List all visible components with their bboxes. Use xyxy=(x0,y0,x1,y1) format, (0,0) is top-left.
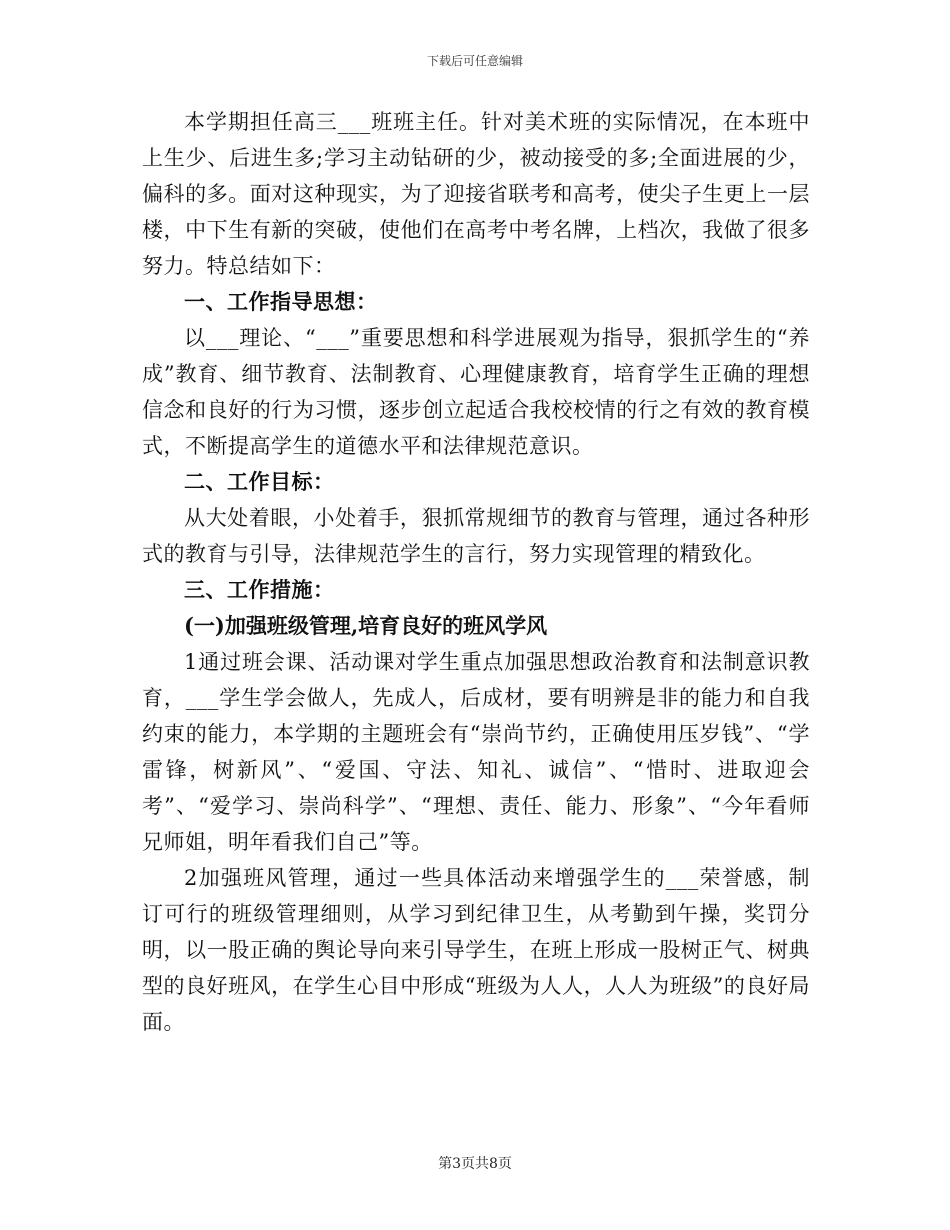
section-heading-guiding-ideology: 一、工作指导思想： xyxy=(184,289,378,314)
subsection-heading-class-management: (一)加强班级管理,培育良好的班风学风 xyxy=(184,613,548,638)
paragraph-intro: 本学期担任高三___班班主任。针对美术班的实际情况，在本班中上生少、后进生多;学习主动钻研的少，被动接受的多;全面进展的少，偏科的多。面对这种现实，为了迎接省联考和高考，使尖子生更上一层楼，中下生有新的突破，使他们在高考中考名牌，上档次，我做了很多努力。特总结如下： xyxy=(142,110,810,278)
page-header: 下载后可任意编辑 xyxy=(426,54,523,68)
document-body xyxy=(142,104,810,1040)
section-heading-work-measures: 三、工作措施： xyxy=(184,577,335,602)
paragraph-work-goals: 从大处着眼，小处着手，狠抓常规细节的教育与管理，通过各种形式的教育与引导，法律规范学生的言行，努力实现管理的精致化。 xyxy=(142,506,810,566)
paragraph-measure-2: 2加强班风管理，通过一些具体活动来增强学生的___荣誉感，制订可行的班级管理细则，从学习到纪律卫生，从考勤到午操，奖罚分明，以一股正确的舆论导向来引导学生，在班上形成一股树正气、树典型的良好班风，在学生心目中形成“班级为人人，人人为班级”的良好局面。 xyxy=(142,866,810,1034)
section-heading-work-goals: 二、工作目标： xyxy=(184,469,335,494)
paragraph-measure-1: 1通过班会课、活动课对学生重点加强思想政治教育和法制意识教育，___学生学会做人，先成人，后成材，要有明辨是非的能力和自我约束的能力，本学期的主题班会有“崇尚节约，正确使用压岁钱”、“学雷锋，树新风”、“爱国、守法、知礼、诚信”、“惜时、进取迎会考”、“爱学习、崇尚科学”、“理想、责任、能力、形象”、“今年看师兄师姐，明年看我们自己”等。 xyxy=(142,650,810,854)
paragraph-guiding-ideology: 以___理论、“___”重要思想和科学进展观为指导，狠抓学生的“养成”教育、细节教育、法制教育、心理健康教育，培育学生正确的理想信念和良好的行为习惯，逐步创立起适合我校校情的行之有效的教育模式，不断提高学生的道德水平和法律规范意识。 xyxy=(142,326,810,458)
page-footer: 第3页共8页 xyxy=(438,1156,512,1172)
